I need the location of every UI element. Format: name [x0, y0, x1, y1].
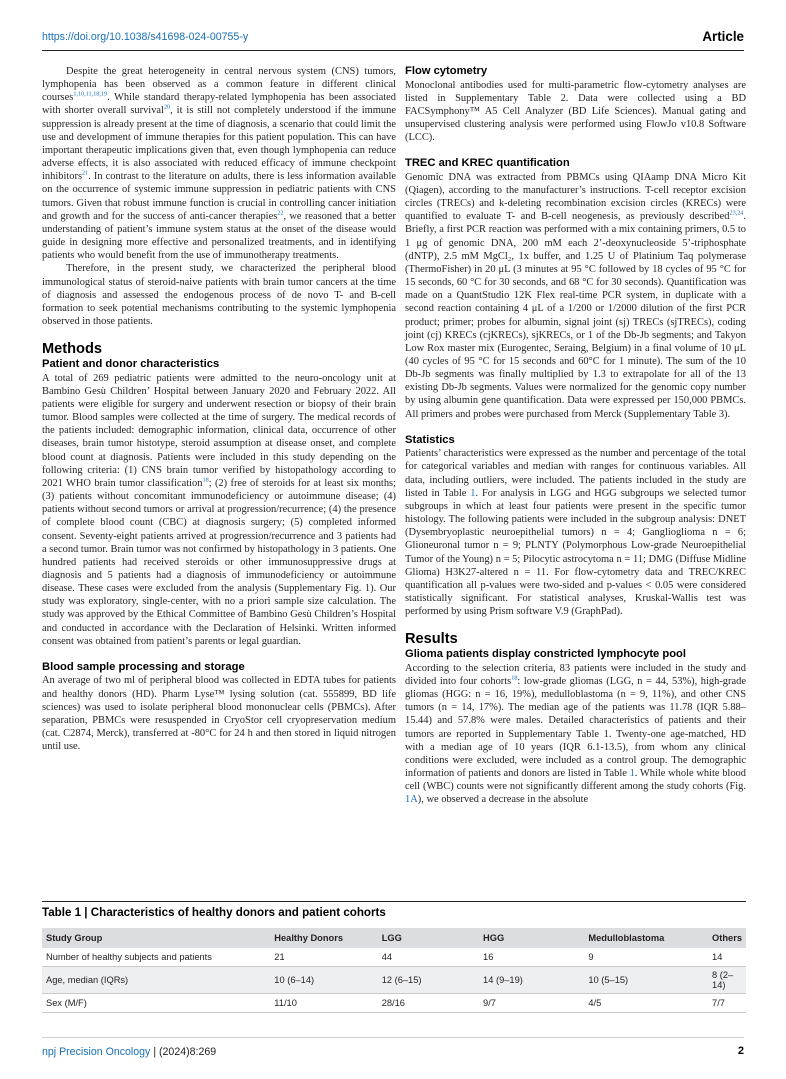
intro-paragraph-2: Therefore, in the present study, we characterized the peripheral blood immunological status of steroid-naive patients with brain tumor cancers at the time of diagnosis and assessed the endogenous process of de novo T- and B-cell formation to seek potential mechanisms contributing to the systemic lymphopenia observed in those patients. [42, 263, 396, 327]
table-1 [42, 901, 746, 1013]
table-cell: 7/7 [708, 994, 746, 1013]
citation-link[interactable]: 23,24 [729, 209, 744, 217]
blood-sample-heading: Blood sample processing and storage [42, 660, 245, 673]
table-cell: Sex (M/F) [42, 994, 270, 1013]
right-column [405, 65, 746, 807]
patient-donor-paragraph: A total of 269 pediatric patients were admitted to the neuro-oncology unit at Bambino Gesù Children’ Hospital between January 2020 and February 2022. All patients were eligible for surgery and underwent resection or biopsy of their brain tumor. Blood samples were collected at the time of surgery. The medical records of the patients included: demographic information, clinical data, occurrence of other diseases, brain tumor histotype, steroid assumption at disease onset, and complete blood count at diagnosis. Patients were included in this study depending on the following criteria: (1) CNS brain tumor verified by histopathology according to 2021 WHO brain tumor classification$^{18}$; (2) free of steroids for at least six months; (3) patients without concomitant immunodeficiency or autoimmune disease; (4) patients without second tumors or arrival at progression/recurrence; (4) the presence of complete blood count (CBC) at diagnosis surgery; (5) completed informed consent. Seventy-eight patients arrived at progression/recurrence and 3 patients had a second tumor. Brain tumor was not confirmed by histopathology in 3 patients. One hundred patients had received steroids or other immunosuppressive drugs at diagnosis and 5 patients had a diagnosis of immunodeficiency or autoimmune disease. These cases were excluded from the analysis (Supplementary Fig. 1). Our study was exploratory, single-center, with no a priori sample size calculation. The study was approved by the Ethical Committee of Bambino Gesù Children’s Hospital and conducted in accordance with the Declaration of Helsinki. Written informed consent was obtained from patient’s parents or legal guardian. [42, 372, 396, 647]
trec-krec-heading: TREC and KREC quantification [405, 157, 570, 170]
page-number: 2 [737, 1045, 744, 1057]
statistics-paragraph: Patients’ characteristics were expressed as the number and percentage of the total for categorical variables and median with ranges for continuous variables. All data, including outliers, were included. The patients included in the study are listed in Table 1. For analysis in LGG and HGG subgroups we selected tumor subgroups in which at least four patients were present in the specific tumor histology. The following patients were included in the subgroup analysis: DNET (Dysembryoplastic neuroepithelial tumors) n = 4; Ganglioglioma n = 6; Glioneuronal tumor n = 9; PLNTY (Polymorphous Low-grade Neuroepithelial Tumor of the Young) n = 5; Pilocytic astrocytoma n = 11; DMG (Diffuse Midline Glioma) H3K27-altered n = 11. For flow-cytometry data and TREC/KREC quantification all p-values were two-sided and p-values < 0.05 were considered statistically significant. For statistical analyses, Kruskal-Wallis test was performed by using Prism software V.9 (GraphPad). [405, 448, 746, 618]
table-cell: Number of healthy subjects and patients [42, 948, 270, 967]
table-title: Table 1 | Characteristics of healthy donors and patient cohorts [42, 906, 386, 919]
table-cell: 11/10 [270, 994, 377, 1013]
table-cell: 28/16 [378, 994, 479, 1013]
table-cell: 12 (6–15) [378, 967, 479, 994]
citation-link[interactable]: 22 [277, 209, 284, 217]
intro-paragraph-1: Despite the great heterogeneity in central nervous system (CNS) tumors, lymphopenia has been observed as a common feature in different clinical courses$^{1,10,11,18,19}$. While standard therapy-related lymphopenia has been associated with shorter overall survival$^{20}$, it is still not completely understood if the immune suppression is already present at the time of diagnosis, a scenario that could limit the use and development of immune therapies for this patient population. This can have important therapeutic implications given that, even though lymphopenia can reduce adverse effects, it is also associated with reduced efficacy of immune checkpoint inhibitors$^{21}$. In contrast to the literature on adults, there is less information available on the occurrence of systemic immune suppression in pediatric patients with CNS tumors. Given that robust immune function is crucial in controlling cancer initiation and growth and for the success of anti-cancer therapies$^{22}$, we reasoned that a better understanding of patient’s immune system status at the onset of the disease would guide in designing more effective and personalized treatments, and in identifying patients who would benefit from the use of immunotherapy treatments. [42, 66, 396, 262]
trec-krec-paragraph: Genomic DNA was extracted from PBMCs using QIAamp DNA Micro Kit (Qiagen), according to the manufacturer’s instructions. T-cell receptor excision circles (TRECs) and k-deleting recombination excision circles (KRECs) were quantified to evaluate T- and B-cell neogenesis, as previously described$^{23,24}$. Briefly, a first PCR reaction was performed with a mix containing primers, 0.5 to 1 μg of genomic DNA, 200 mM each 2’-deoxynucleoside 5’-triphosphate (dNTP), 2.5 mM MgCl₂, 1x buffer, and 1.25 U of Platinium Taq polymerase (ThermoFisher) in 20 μL (3 minutes at 95 °C followed by 18 cycles of 95 °C for 15 seconds, 60 °C for 30 seconds, and 68 °C for 30 seconds). Quantification was made on a QuantStudio 12K Flex real-time PCR system, in duplicate with a second reaction containing 4 μL of a 1/200 or 1/2000 dilution of the first PCR product; primer; probes for albumin, signal joint (sj) TRECs (sjTRECs), coding joint (cj) KRECs (cjKRECs), sjKRECs, or 1 of the Db-Jb segments; and Takyon Low Rox master mix (Eurogentec, Seraing, Belgium) in a final volume of 10 μL (40 cycles of 95 °C for 15 seconds and 60°C for 1 minute). The sum of the 10 Db-Jb segments was finally multiplied by 1.3 to extrapolate for all of the 13 existing Db-Jb segments. Values were normalized for the genomic copy number by using albumin gene quantification. Data were expressed per 150,000 PBMCs. All primers and probes were purchased from Merck (Supplementary Table 3). [405, 171, 746, 420]
table-header-cell: Study Group [42, 928, 270, 948]
table-link[interactable]: 1 [629, 768, 635, 780]
citation-link[interactable]: 21 [82, 169, 89, 177]
table-divider [42, 901, 746, 902]
doi-link[interactable]: https://doi.org/10.1038/s41698-024-00755-y [42, 31, 249, 43]
table-cell: 44 [378, 948, 479, 967]
table-header-cell: Medulloblastoma [584, 928, 708, 948]
table-header-cell: LGG [378, 928, 479, 948]
table-cell: 8 (2–14) [708, 967, 746, 994]
table-cell: 9/7 [479, 994, 584, 1013]
table-cell: 10 (5–15) [584, 967, 708, 994]
table-cell: 14 [708, 948, 746, 967]
table-header-cell: Others [708, 928, 746, 948]
blood-sample-paragraph: An average of two ml of peripheral blood was collected in EDTA tubes for patients and healthy donors (HD). Pharm Lyse™ lysing solution (cat. 555899, BD life sciences) was used to isolate peripheral blood mononuclear cells (PBMCs). After separation, PBMCs were resuspended in CryoStor cell cryopreservation medium (cat. C2874, Merck), transferred at -80°C for 24 h and then stored in liquid nitrogen until use. [42, 675, 396, 753]
journal-citation [42, 1046, 216, 1058]
characteristics-table [42, 928, 746, 1013]
citation-link[interactable]: 1,10,11,18,19 [73, 90, 108, 98]
table-row [42, 994, 746, 1013]
citation-link[interactable]: 18 [511, 674, 518, 682]
figure-link[interactable]: 1A [405, 794, 418, 806]
table-header-row [42, 928, 746, 948]
table-cell: Age, median (IQRs) [42, 967, 270, 994]
table-cell: 10 (6–14) [270, 967, 377, 994]
citation-link[interactable]: 20 [163, 103, 171, 111]
journal-name-link[interactable]: npj Precision Oncology [42, 1046, 151, 1058]
table-row [42, 967, 746, 994]
left-column [42, 65, 396, 753]
table-cell: 14 (9–19) [479, 967, 584, 994]
statistics-heading: Statistics [405, 433, 455, 446]
table-cell: 9 [584, 948, 708, 967]
table-header-cell: Healthy Donors [270, 928, 377, 948]
table-header-cell: HGG [479, 928, 584, 948]
footer-divider [42, 1037, 744, 1038]
header-divider [42, 50, 744, 51]
flow-cytometry-paragraph: Monoclonal antibodies used for multi-parametric flow-cytometry analyses are listed in Supplementary Table 2. Data were collected using a BD FACSymphony™ A5 Cell Analyzer (BD Life Sciences). Manual gating and unsupervised clustering analysis were performed using FlowJo v10.8 Software (LCC). [405, 79, 746, 144]
patient-donor-heading: Patient and donor characteristics [42, 358, 220, 371]
table-link[interactable]: 1 [470, 487, 476, 499]
table-cell: 21 [270, 948, 377, 967]
glioma-heading: Glioma patients display constricted lymphocyte pool [405, 648, 686, 661]
article-type-label: Article [702, 29, 744, 44]
citation-link[interactable]: 18 [202, 476, 209, 484]
table-row [42, 948, 746, 967]
methods-heading: Methods [42, 341, 102, 358]
journal-volume: | (2024)8:269 [153, 1046, 217, 1058]
table-cell: 4/5 [584, 994, 708, 1013]
table-cell: 16 [479, 948, 584, 967]
glioma-paragraph: According to the selection criteria, 83 patients were included in the study and divided into four cohorts$^{18}$: low-grade gliomas (LGG, n = 44, 53%), high-grade gliomas (HGG: n = 16, 19%), medulloblastoma (n = 9, 11%), and other CNS tumors (n = 14, 17%). The median age of the patients was 11.78 (IQR 5.88–15.44) and 57.8% were males. Detailed characteristics of patients and their tumors are reported in Supplementary Table 1. Twenty-one age-matched, HD with a median age of 10 years (IQR 6.1-13.5), from whom any clinical conditions were excluded, were included as a control group. The demographic information of patients and donors are listed in Table 1. While whole white blood cell (WBC) counts were not significantly different among the study cohorts (Fig. 1A), we observed a decrease in the absolute [405, 662, 746, 806]
flow-cytometry-heading: Flow cytometry [405, 65, 488, 77]
results-heading: Results [405, 631, 458, 648]
